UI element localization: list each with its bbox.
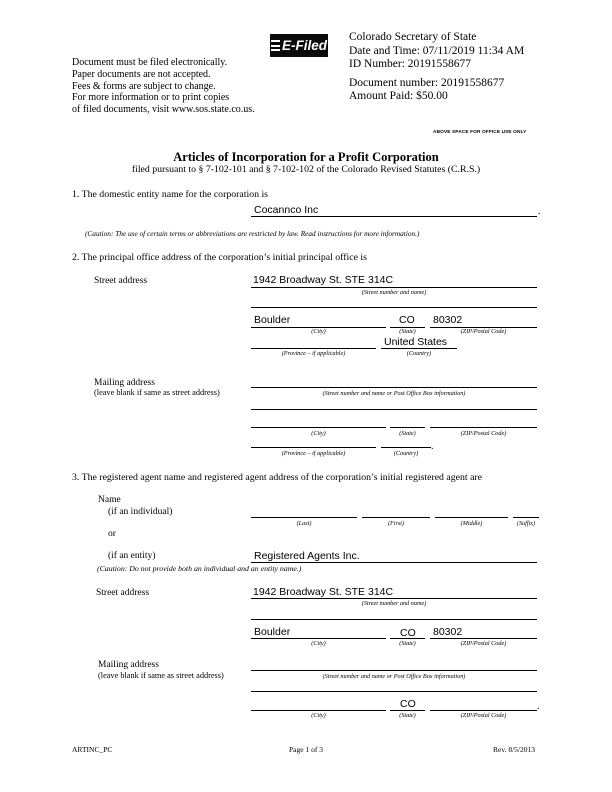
caption-middle: (Middle) — [460, 520, 483, 527]
notice-line: For more information or to print copies — [72, 92, 230, 104]
caption-zip: (ZIP/Postal Code) — [460, 640, 507, 647]
agent-entity-value[interactable]: Registered Agents Inc. — [254, 550, 360, 562]
e-filed-stripes-icon — [271, 40, 280, 51]
agent-entity-line — [251, 562, 537, 563]
principal-mailing-label: Mailing address — [94, 378, 155, 388]
agent-individual-label: (if an individual) — [108, 507, 173, 517]
agent-mailing-zip-line — [430, 710, 537, 711]
agent-mailing-line — [251, 670, 537, 671]
principal-street-value[interactable]: 1942 Broadway St. STE 314C — [253, 274, 394, 286]
id-number: ID Number: 20191558677 — [349, 58, 472, 70]
caption-province: (Province – if applicable) — [281, 450, 346, 457]
caption-mailing-street: (Street number and name or Post Office Box information) — [322, 390, 466, 397]
agent-or-label: or — [108, 529, 116, 539]
caption-mailing-street: (Street number and name or Post Office Box information) — [322, 673, 466, 680]
caption-zip: (ZIP/Postal Code) — [460, 712, 507, 719]
caution-3: (Caution: Do not provide both an individual and an entity name.) — [97, 564, 302, 573]
principal-mailing-note: (leave blank if same as street address) — [94, 388, 220, 397]
principal-country-line — [381, 348, 457, 349]
caption-last: (Last) — [296, 520, 312, 527]
state-office: Colorado Secretary of State — [349, 31, 477, 43]
agent-street-value[interactable]: 1942 Broadway St. STE 314C — [253, 586, 394, 598]
principal-city-value[interactable]: Boulder — [254, 314, 291, 326]
entity-name-line — [251, 216, 537, 217]
amount-paid: Amount Paid: $50.00 — [349, 90, 448, 102]
principal-mailing-zip-line — [430, 427, 537, 428]
e-filed-logo-text: E-Filed — [281, 38, 327, 53]
agent-mailing-state-value[interactable]: CO — [400, 698, 416, 710]
caption-street: (Street number and name) — [361, 289, 427, 296]
agent-mailing-note: (leave blank if same as street address) — [98, 671, 224, 680]
principal-country-value[interactable]: United States — [384, 336, 448, 348]
agent-city-value[interactable]: Boulder — [254, 626, 291, 638]
caution-1: (Caution: The use of certain terms or abbreviations are restricted by law. Read instructions for more information.) — [85, 229, 420, 238]
notice-line: Paper documents are not accepted. — [72, 68, 211, 80]
principal-mailing-country-line — [381, 447, 431, 448]
document-number: Document number: 20191558677 — [349, 76, 505, 89]
agent-mailing-label: Mailing address — [98, 660, 159, 670]
principal-zip-value[interactable]: 80302 — [433, 314, 463, 326]
principal-mailing-city-line — [251, 427, 386, 428]
caption-state: (State) — [399, 640, 416, 647]
notice-line: Fees & forms are subject to change. — [72, 80, 216, 92]
principal-mailing-state-line — [390, 427, 425, 428]
question-3: 3. The registered agent name and registered agent address of the corporation’s initial registered agent are — [72, 472, 483, 483]
agent-entity-label: (if an entity) — [108, 551, 156, 561]
agent-suffix-line — [513, 517, 539, 518]
agent-middle-line — [435, 517, 508, 518]
caption-state: (State) — [399, 430, 416, 437]
caption-state: (State) — [399, 712, 416, 719]
agent-first-line — [362, 517, 430, 518]
office-use-note: ABOVE SPACE FOR OFFICE USE ONLY — [433, 130, 527, 135]
agent-mailing-city-line — [251, 710, 386, 711]
agent-mailing-line-2 — [251, 691, 537, 692]
caption-first: (First) — [387, 520, 405, 527]
caption-suffix: (Suffix) — [516, 520, 536, 527]
principal-mailing-line — [251, 387, 537, 388]
agent-state-line — [390, 638, 425, 639]
mailing-period: . — [431, 441, 434, 452]
principal-street-line-2 — [251, 307, 537, 308]
principal-province-line — [251, 348, 376, 349]
caption-state: (State) — [399, 328, 416, 335]
agent-zip-line — [430, 638, 537, 639]
e-filed-logo — [270, 34, 328, 57]
page-title: Articles of Incorporation for a Profit Corporation — [173, 150, 439, 164]
agent-city-line — [251, 638, 386, 639]
agent-state-value[interactable]: CO — [400, 627, 416, 639]
agent-mailing-period: . — [537, 701, 540, 712]
caption-city: (City) — [311, 328, 326, 335]
form-id: ARTINC_PC — [72, 745, 113, 754]
principal-mailing-line-2 — [251, 409, 537, 410]
agent-zip-value[interactable]: 80302 — [433, 626, 463, 638]
notice-line: of filed documents, visit www.sos.state.co.us. — [72, 104, 255, 116]
filing-stamp — [349, 31, 524, 104]
agent-name-label: Name — [98, 495, 121, 505]
question-1: 1. The domestic entity name for the corporation is — [72, 189, 268, 200]
principal-street-label: Street address — [94, 276, 148, 286]
agent-mailing-state-line — [390, 710, 425, 711]
notice-line: Document must be filed electronically. — [72, 57, 228, 68]
page-subtitle: filed pursuant to § 7-102-101 and § 7-102-102 of the Colorado Revised Statutes (C.R.S.) — [131, 164, 481, 175]
entity-name-period: . — [538, 206, 541, 217]
agent-street-line — [251, 598, 537, 599]
caption-zip: (ZIP/Postal Code) — [460, 430, 507, 437]
agent-street-line-2 — [251, 619, 537, 620]
page-number: Page 1 of 3 — [289, 745, 323, 754]
filed-date-time: Date and Time: 07/11/2019 11:34 AM — [349, 44, 525, 57]
caption-city: (City) — [311, 712, 326, 719]
principal-state-value[interactable]: CO — [399, 314, 415, 326]
revision-date: Rev. 8/5/2013 — [493, 745, 536, 754]
entity-name-value[interactable]: Cocannco Inc — [254, 204, 319, 216]
principal-mailing-province-line — [251, 447, 376, 448]
caption-country: (Country) — [393, 450, 419, 457]
caption-province: (Province – if applicable) — [281, 350, 346, 357]
filing-notice — [72, 57, 255, 116]
agent-last-line — [251, 517, 357, 518]
principal-street-line — [251, 287, 537, 288]
caption-zip: (ZIP/Postal Code) — [460, 328, 507, 335]
question-2: 2. The principal office address of the corporation’s initial principal office is — [72, 252, 367, 263]
agent-street-label: Street address — [96, 588, 150, 598]
caption-city: (City) — [311, 640, 326, 647]
caption-country: (Country) — [406, 350, 432, 357]
caption-city: (City) — [311, 430, 326, 437]
caption-street: (Street number and name) — [361, 600, 427, 607]
